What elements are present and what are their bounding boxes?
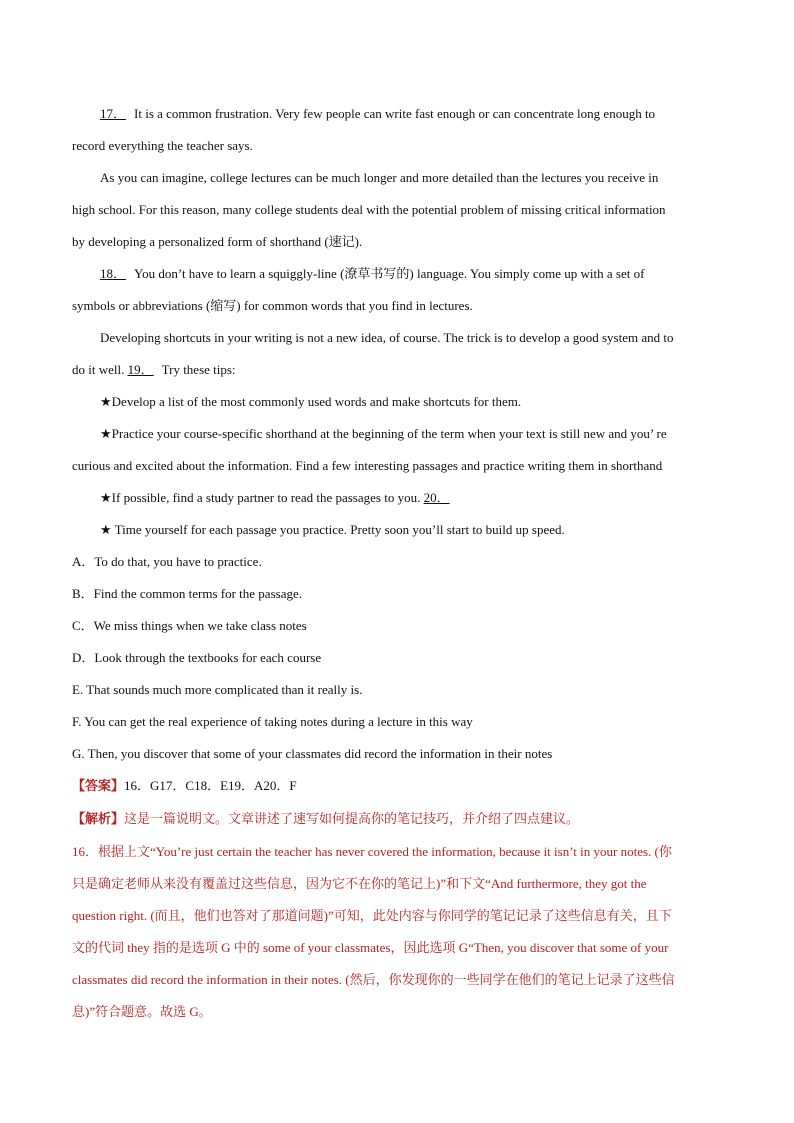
passage-line — [72, 354, 722, 386]
blank-20: 20． — [423, 490, 450, 505]
option-d: D．Look through the textbooks for each course — [72, 650, 322, 665]
option-b: B．Find the common terms for the passage. — [72, 586, 302, 601]
tip-line — [72, 482, 722, 514]
analysis-summary — [72, 803, 722, 836]
passage-text: ★If possible, find a study partner to read the passages to you. — [100, 490, 421, 505]
answer-tag: 【答案】 — [72, 779, 125, 794]
passage-text: You don’t have to learn a squiggly-line (潦草书写的) language. You simply come up with a set of — [134, 266, 645, 281]
passage-text: Try these tips: — [161, 362, 236, 377]
answer-text: 16．G17．C18．E19．A20．F — [124, 778, 297, 793]
blank-17: 17． — [100, 106, 127, 121]
passage-line: high school. For this reason, many college students deal with the potential problem of missing critical information — [72, 202, 666, 217]
passage-line: As you can imagine, college lectures can be much longer and more detailed than the lectures you receive in — [100, 170, 659, 185]
passage-line: by developing a personalized form of shorthand (速记). — [72, 234, 363, 249]
answer-line — [72, 770, 722, 803]
analysis-line: 文的代词 they 指的是选项 G 中的 some of your classmates，因此选项 G“Then, you discover that some of your — [72, 940, 669, 955]
tip-line: ★ Time yourself for each passage you practice. Pretty soon you’ll start to build up speed. — [100, 522, 565, 537]
analysis-summary-text: 这是一篇说明文。文章讲述了速写如何提高你的笔记技巧，并介绍了四点建议。 — [124, 811, 580, 826]
option-c: C．We miss things when we take class notes — [72, 618, 307, 633]
option-e: E. That sounds much more complicated than it really is. — [72, 682, 363, 697]
analysis-tag: 【解析】 — [72, 812, 125, 827]
option-f: F. You can get the real experience of taking notes during a lecture in this way — [72, 714, 473, 729]
passage-line: symbols or abbreviations (缩写) for common words that you find in lectures. — [72, 298, 473, 313]
analysis-line: 息)”符合题意。故选 G。 — [72, 1004, 212, 1019]
passage-text: do it well. — [72, 362, 125, 377]
passage-line — [72, 98, 722, 130]
blank-18: 18． — [100, 266, 127, 281]
passage-text: It is a common frustration. Very few people can write fast enough or can concentrate long enough to — [134, 106, 656, 121]
document-content — [72, 98, 722, 1028]
blank-19: 19． — [127, 362, 154, 377]
analysis-line: question right. (而且，他们也答对了那道问题)”可知，此处内容与你同学的笔记记录了这些信息有关，且下 — [72, 908, 672, 923]
option-g: G. Then, you discover that some of your classmates did record the information in their notes — [72, 746, 553, 761]
option-a: A．To do that, you have to practice. — [72, 554, 262, 569]
passage-line: record everything the teacher says. — [72, 138, 253, 153]
tip-line: curious and excited about the information. Find a few interesting passages and practice writing them in shorthand — [72, 458, 663, 473]
analysis-line: classmates did record the information in their notes. (然后，你发现你的一些同学在他们的笔记上记录了这些信 — [72, 972, 675, 987]
tip-line: ★Practice your course-specific shorthand at the beginning of the term when your text is still new and you’ re — [100, 426, 667, 441]
passage-line: Developing shortcuts in your writing is not a new idea, of course. The trick is to develop a good system and to — [100, 330, 674, 345]
analysis-line: 只是确定老师从来没有覆盖过这些信息，因为它不在你的笔记上)”和下文“And furthermore, they got the — [72, 876, 647, 891]
passage-line — [72, 258, 722, 290]
analysis-line: 16．根据上文“You’re just certain the teacher has never covered the information, because it isn’t in your notes. (你 — [72, 844, 672, 859]
tip-line: ★Develop a list of the most commonly used words and make shortcuts for them. — [100, 394, 522, 409]
